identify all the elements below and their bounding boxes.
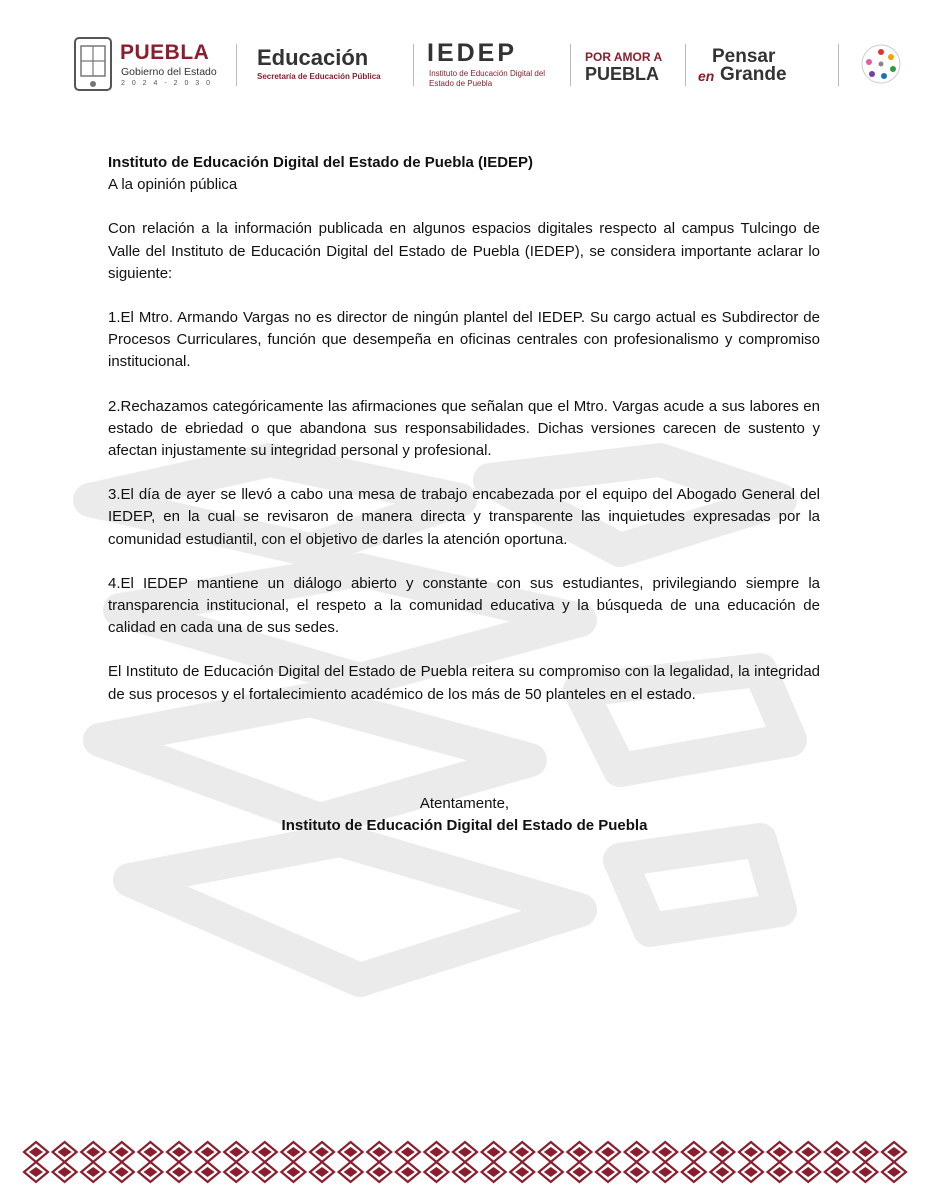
puebla-years: 2 0 2 4 - 2 0 3 0: [121, 80, 213, 87]
por-amor-a-puebla-logo: [585, 30, 685, 100]
recipient-line: A la opinión pública: [108, 176, 238, 194]
header-divider: [685, 44, 686, 86]
footer-motif: [453, 1142, 477, 1182]
puebla-wordmark: PUEBLA: [120, 41, 210, 64]
footer-motif: [396, 1142, 420, 1182]
footer-motif: [424, 1142, 448, 1182]
header-divider: [413, 44, 414, 86]
header-logos: [70, 30, 910, 100]
footer-motif: [24, 1142, 48, 1182]
footer-motif: [653, 1142, 677, 1182]
iedep-subtitle: Instituto de Educación Digital del Estado de Puebla: [429, 69, 546, 88]
footer-motif: [167, 1142, 191, 1182]
institution-heading: Instituto de Educación Digital del Estado de Puebla (IEDEP): [108, 154, 534, 171]
point-paragraph: 2.Rechazamos categóricamente las afirmaciones que señalan que el Mtro. Vargas acude a sus labores en estado de ebriedad o que abandona sus responsabilidades. Dichas versiones carecen de sustento y afectan injustamente su integridad personal y profesional.: [108, 397, 820, 460]
footer-motif: [596, 1142, 620, 1182]
pensar-en-grande-logo: [698, 30, 818, 100]
footer-motif: [196, 1142, 220, 1182]
footer-motif: [710, 1142, 734, 1182]
footer-motif: [739, 1142, 763, 1182]
conclusion-paragraph: El Instituto de Educación Digital del Estado de Puebla reitera su compromiso con la legalidad, la integridad de sus procesos y el fortalecimiento académico de los más de 50 planteles en el estado.: [108, 663, 820, 703]
closing-salutation: Atentamente,: [419, 795, 510, 812]
en-text: en: [698, 68, 715, 84]
footer-motif: [53, 1142, 77, 1182]
footer-motif: [110, 1142, 134, 1182]
educacion-wordmark: Educación: [257, 45, 369, 70]
footer-motif: [625, 1142, 649, 1182]
footer-motif: [339, 1142, 363, 1182]
footer-motif: [224, 1142, 248, 1182]
por-amor-text: POR AMOR A: [585, 50, 663, 64]
intro-paragraph: Con relación a la información publicada en algunos espacios digitales respecto al campus Tulcingo de Valle del Instituto de Educación Digital del Estado de Puebla (IEDEP), se considera importante aclarar lo siguiente:: [108, 220, 820, 282]
signature-line: Instituto de Educación Digital del Estado de Puebla: [281, 817, 648, 835]
point-paragraph: 1.El Mtro. Armando Vargas no es director de ningún plantel del IEDEP. Su cargo actual es Subdirector de Procesos Curriculares, función que desempeña en oficinas centrales con profesionalismo y compromiso institucional.: [108, 309, 820, 371]
footer-motif: [882, 1142, 906, 1182]
footer-motif: [567, 1142, 591, 1182]
point-paragraph: 3.El día de ayer se llevó a cabo una mesa de trabajo encabezada por el equipo del Abogado General del IEDEP, en la cual se revisaron de manera directa y transparente las inquietudes expresadas por la comunidad estudiantil, con el objetivo de darles la atención oportuna.: [108, 486, 820, 548]
letter-body: [108, 152, 820, 728]
iedep-logo: [427, 30, 567, 100]
footer-pattern: [22, 1140, 908, 1184]
header-divider: [838, 44, 839, 86]
footer-motif: [682, 1142, 706, 1182]
state-seal-icon: [72, 34, 114, 96]
footer-motif: [138, 1142, 162, 1182]
footer-motif: [81, 1142, 105, 1182]
puebla-government-logo: [70, 30, 230, 100]
iedep-wordmark: IEDEP: [427, 39, 518, 67]
footer-motif: [310, 1142, 334, 1182]
educacion-subtitle: Secretaría de Educación Pública: [257, 72, 381, 81]
puebla-subtitle: Gobierno del Estado: [121, 66, 217, 78]
closing-block: [0, 793, 929, 837]
point-paragraph: 4.El IEDEP mantiene un diálogo abierto y constante con sus estudiantes, privilegiando siempre la transparencia institucional, el respeto a la comunidad educativa y la búsqueda de una educación de calidad en cada una de sus sedes.: [108, 574, 820, 637]
pensar-text: Pensar: [712, 46, 776, 67]
people-circle-icon: [860, 43, 902, 85]
footer-motif: [253, 1142, 277, 1182]
footer-motif: [853, 1142, 877, 1182]
por-amor-puebla-text: PUEBLA: [585, 64, 660, 84]
footer-motif: [510, 1142, 534, 1182]
header-divider: [236, 44, 237, 86]
footer-motif: [539, 1142, 563, 1182]
footer-motif: [281, 1142, 305, 1182]
footer-motif: [768, 1142, 792, 1182]
grande-text: Grande: [720, 64, 787, 85]
footer-motif: [796, 1142, 820, 1182]
educacion-logo: [257, 30, 407, 100]
footer-motif: [367, 1142, 391, 1182]
footer-motif: [482, 1142, 506, 1182]
footer-motif: [825, 1142, 849, 1182]
header-divider: [570, 44, 571, 86]
